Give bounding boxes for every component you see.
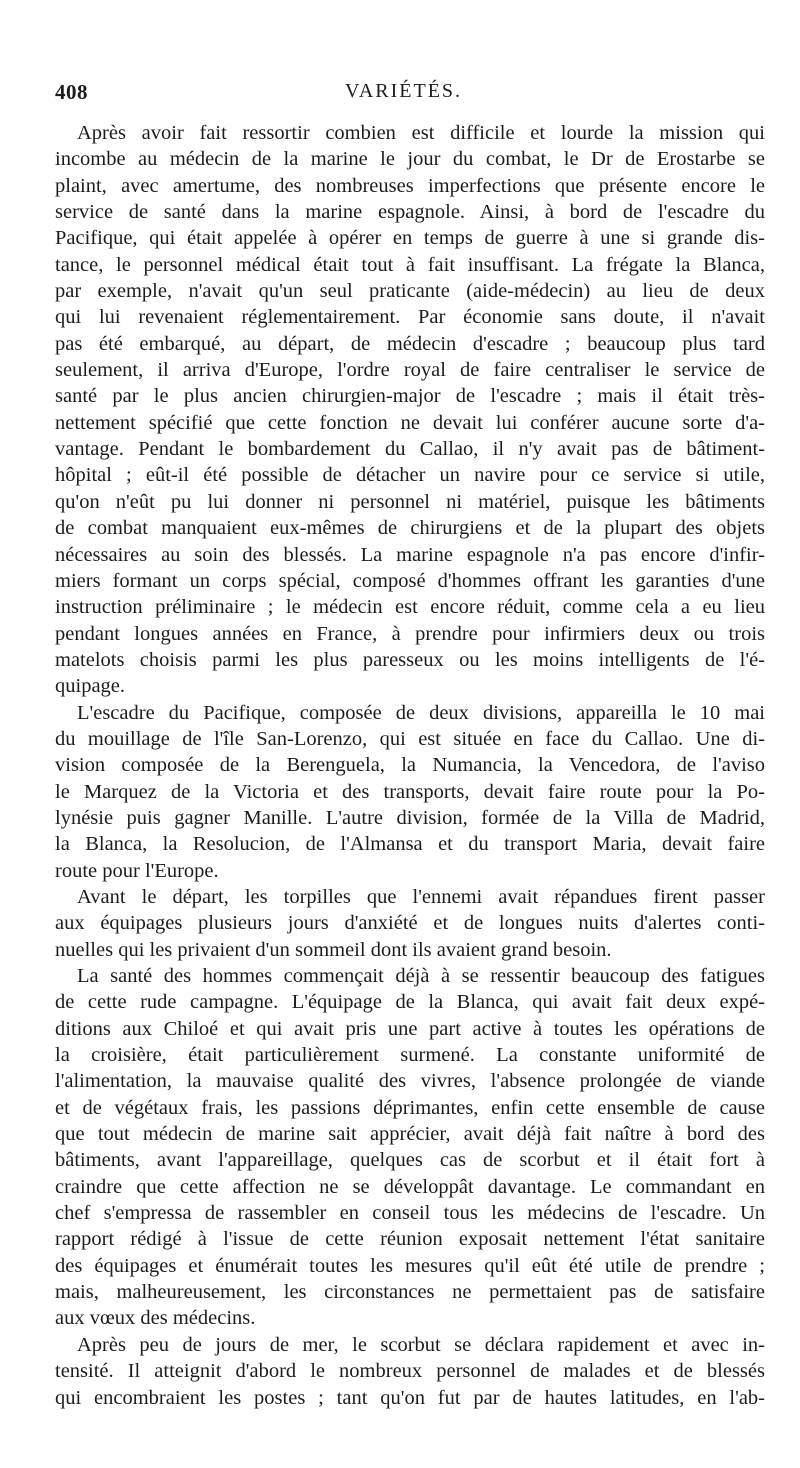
text-line: Avant le départ, les torpilles que l'ennemi avait répandues firent passer xyxy=(77,885,765,908)
text-line: que tout médecin de marine sait apprécier, avait déjà fait naître à bord des xyxy=(55,1123,765,1146)
text-line: par exemple, n'avait qu'un seul praticante (aide-médecin) au lieu de deux xyxy=(55,280,765,303)
text-line: lynésie puis gagner Manille. L'autre division, formée de la Villa de Madrid, xyxy=(55,806,765,829)
text-line: aux vœux des médecins. xyxy=(55,1307,256,1330)
text-line: le Marquez de la Victoria et des transports, devait faire route pour la Po- xyxy=(55,780,765,803)
text-line: incombe au médecin de la marine le jour du combat, le Dr de Erostarbe se xyxy=(55,148,765,171)
text-line: qui encombraient les postes ; tant qu'on fut par de hautes latitudes, en l'ab- xyxy=(55,1386,765,1409)
text-line: nuelles qui les privaient d'un sommeil dont ils avaient grand besoin. xyxy=(55,938,612,961)
text-line: craindre que cette affection ne se développât davantage. Le commandant en xyxy=(55,1175,765,1198)
text-line: nettement spécifié que cette fonction ne devait lui conférer aucune sorte d'a- xyxy=(55,411,765,434)
text-line: quipage. xyxy=(55,675,126,698)
text-line: chef s'empressa de rassembler en conseil tous les médecins de l'escadre. Un xyxy=(55,1202,765,1225)
text-line: hôpital ; eût-il été possible de détacher un navire pour ce service si utile, xyxy=(55,464,765,487)
text-line: mais, malheureusement, les circonstances ne permettaient pas de satisfaire xyxy=(55,1281,765,1304)
text-line: et de végétaux frais, les passions déprimantes, enfin cette ensemble de cause xyxy=(55,1096,765,1119)
text-line: La santé des hommes commençait déjà à se ressentir beaucoup des fatigues xyxy=(77,965,765,987)
text-line: Pacifique, qui était appelée à opérer en temps de guerre à une si grande dis- xyxy=(55,227,765,250)
running-title: VARIÉTÉS. xyxy=(344,80,463,102)
text-line: vantage. Pendant le bombardement du Callao, il n'y avait pas de bâtiment- xyxy=(55,438,765,461)
text-line: L'escadre du Pacifique, composée de deux divisions, appareilla le 10 mai xyxy=(77,701,765,724)
text-line: pendant longues années en France, à prendre pour infirmiers deux ou trois xyxy=(55,622,765,645)
text-line: instruction préliminaire ; le médecin est encore réduit, comme cela a eu lieu xyxy=(55,596,765,619)
text-line: plaint, avec amertume, des nombreuses imperfections que présente encore le xyxy=(55,174,765,197)
text-line: de cette rude campagne. L'équipage de la Blanca, qui avait fait deux expé- xyxy=(55,991,765,1014)
text-line: rapport rédigé à l'issue de cette réunion exposait nettement l'état sanitaire xyxy=(55,1228,765,1251)
text-line: tensité. Il atteignit d'abord le nombreux personnel de malades et de blessés xyxy=(55,1360,765,1383)
body-text xyxy=(55,120,765,1411)
text-line: service de santé dans la marine espagnole. Ainsi, à bord de l'escadre du xyxy=(55,201,765,224)
text-line: miers formant un corps spécial, composé d'hommes offrant les garanties d'une xyxy=(55,569,765,592)
text-line: bâtiments, avant l'appareillage, quelques cas de scorbut et il était fort à xyxy=(55,1149,765,1172)
text-line: route pour l'Europe. xyxy=(55,859,219,882)
text-line: des équipages et énumérait toutes les mesures qu'il eût été utile de prendre ; xyxy=(55,1254,765,1277)
page-number: 408 xyxy=(55,80,88,104)
text-line: nécessaires au soin des blessés. La marine espagnole n'a pas encore d'infir- xyxy=(55,543,765,566)
text-line: l'alimentation, la mauvaise qualité des vivres, l'absence prolongée de viande xyxy=(55,1070,765,1093)
text-line: de combat manquaient eux-mêmes de chirurgiens et de la plupart des objets xyxy=(55,517,765,540)
text-line: pas été embarqué, au départ, de médecin d'escadre ; beaucoup plus tard xyxy=(55,332,765,355)
text-line: qu'on n'eût pu lui donner ni personnel ni matériel, puisque les bâtiments xyxy=(55,490,765,513)
text-line: Après peu de jours de mer, le scorbut se déclara rapidement et avec in- xyxy=(77,1333,765,1356)
text-line: seulement, il arriva d'Europe, l'ordre royal de faire centraliser le service de xyxy=(55,359,765,382)
text-line: qui lui revenaient réglementairement. Par économie sans doute, il n'avait xyxy=(55,306,765,329)
text-line: la Blanca, la Resolucion, de l'Almansa et du transport Maria, devait faire xyxy=(55,833,765,856)
text-line: santé par le plus ancien chirurgien-major de l'escadre ; mais il était très- xyxy=(55,385,765,408)
text-line: aux équipages plusieurs jours d'anxiété et de longues nuits d'alertes conti- xyxy=(55,912,765,935)
text-line: Après avoir fait ressortir combien est difficile et lourde la mission qui xyxy=(77,122,765,144)
text-line: ditions aux Chiloé et qui avait pris une part active à toutes les opérations de xyxy=(55,1017,765,1040)
text-line: tance, le personnel médical était tout à fait insuffisant. La frégate la Blanca, xyxy=(55,253,765,276)
text-line: vision composée de la Berenguela, la Numancia, la Vencedora, de l'aviso xyxy=(55,754,765,777)
text-line: la croisière, était particulièrement surmené. La constante uniformité de xyxy=(55,1044,765,1067)
text-line: du mouillage de l'île San-Lorenzo, qui est située en face du Callao. Une di- xyxy=(55,727,765,750)
page-header xyxy=(55,80,752,110)
text-line: matelots choisis parmi les plus paresseux ou les moins intelligents de l'é- xyxy=(55,648,765,671)
